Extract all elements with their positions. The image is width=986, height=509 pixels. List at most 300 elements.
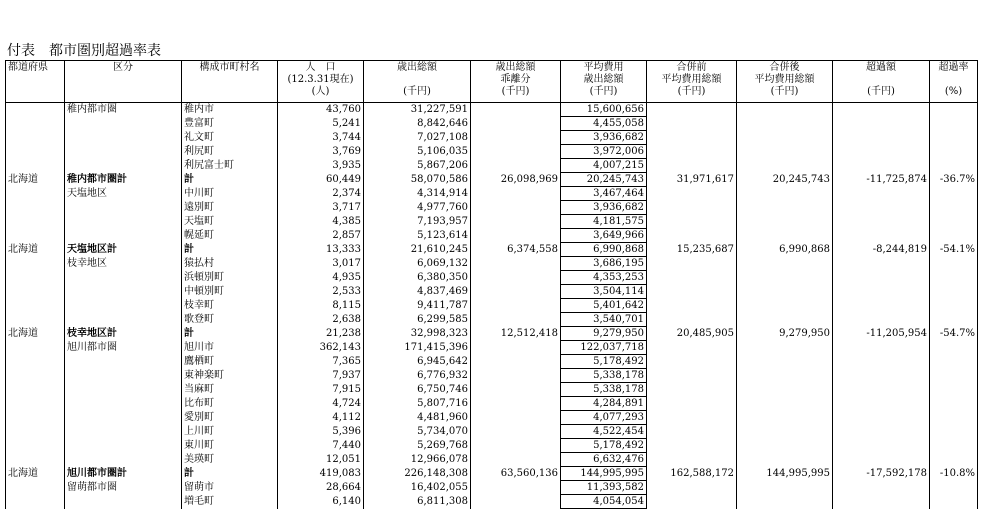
cell-pre-merger [647,341,737,355]
table-row [6,313,978,327]
cell-area: 旭川都市圏 [65,341,182,355]
cell-municipality: 中川町 [182,187,278,201]
cell-pre-merger [647,299,737,313]
cell-divergence [471,341,561,355]
cell-divergence [471,159,561,173]
cell-municipality: 歌登町 [182,313,278,327]
cell-excess-rate [930,103,978,117]
cell-population: 7,937 [278,369,364,383]
cell-prefecture [6,271,65,285]
cell-average-cost: 5,401,642 [561,299,647,313]
cell-post-merger [737,481,833,495]
cell-excess-amount [833,285,930,299]
table-total-row [6,327,978,341]
cell-area: 天塩地区 [65,187,182,201]
cell-post-merger [737,159,833,173]
header-post-merger-text: 合併後 平均費用総額 (千円) [754,62,815,97]
cell-excess-amount [833,117,930,131]
cell-area: 稚内都市圏計 [65,173,182,187]
cell-excess-amount [833,425,930,439]
header-excess-amount-text: 超過額 (千円) [866,62,896,97]
table-row [6,439,978,453]
cell-municipality: 猿払村 [182,257,278,271]
table-row [6,397,978,411]
cell-municipality: 計 [182,243,278,257]
cell-expenditure: 6,299,585 [364,313,471,327]
cell-population: 3,017 [278,257,364,271]
table-row [6,481,978,495]
cell-population: 3,744 [278,131,364,145]
cell-post-merger [737,229,833,243]
cell-population: 21,238 [278,327,364,341]
cell-prefecture [6,481,65,495]
cell-municipality: 礼文町 [182,131,278,145]
cell-average-cost: 4,181,575 [561,215,647,229]
cell-municipality: 幌延町 [182,229,278,243]
cell-prefecture [6,187,65,201]
cell-expenditure: 5,867,206 [364,159,471,173]
cell-prefecture [6,103,65,117]
cell-excess-amount: -11,725,874 [833,173,930,187]
cell-municipality: 上川町 [182,425,278,439]
cell-average-cost: 9,279,950 [561,327,647,341]
cell-pre-merger [647,383,737,397]
cell-divergence [471,355,561,369]
cell-divergence [471,397,561,411]
cell-excess-amount [833,439,930,453]
cell-municipality: 計 [182,327,278,341]
cell-pre-merger [647,131,737,145]
cell-expenditure: 8,842,646 [364,117,471,131]
cell-average-cost: 5,178,492 [561,439,647,453]
cell-expenditure: 6,945,642 [364,355,471,369]
cell-prefecture [6,453,65,467]
cell-expenditure: 16,402,055 [364,481,471,495]
cell-municipality: 東川町 [182,439,278,453]
table-row [6,131,978,145]
cell-prefecture [6,131,65,145]
cell-excess-amount [833,103,930,117]
cell-area [65,439,182,453]
cell-area [65,355,182,369]
cell-municipality: 天塩町 [182,215,278,229]
cell-excess-rate [930,383,978,397]
cell-post-merger: 20,245,743 [737,173,833,187]
cell-excess-amount [833,453,930,467]
cell-excess-amount [833,341,930,355]
cell-population: 4,112 [278,411,364,425]
table-row [6,215,978,229]
cell-post-merger [737,411,833,425]
cell-post-merger [737,453,833,467]
cell-average-cost: 4,007,215 [561,159,647,173]
cell-average-cost: 3,686,195 [561,257,647,271]
cell-average-cost: 4,054,054 [561,495,647,509]
cell-area [65,397,182,411]
cell-expenditure: 4,314,914 [364,187,471,201]
cell-population: 43,760 [278,103,364,117]
cell-post-merger [737,369,833,383]
cell-divergence [471,103,561,117]
cell-expenditure: 5,269,768 [364,439,471,453]
header-population [278,61,364,103]
cell-area: 枝幸地区 [65,257,182,271]
cell-divergence [471,229,561,243]
cell-population: 60,449 [278,173,364,187]
cell-divergence [471,257,561,271]
cell-excess-rate [930,397,978,411]
cell-prefecture [6,201,65,215]
table-row [6,187,978,201]
cell-excess-rate [930,117,978,131]
cell-average-cost: 3,467,464 [561,187,647,201]
cell-population: 3,935 [278,159,364,173]
page-title: 付表 都市圏別超過率表 [7,43,161,59]
cell-excess-amount [833,215,930,229]
cell-divergence [471,383,561,397]
cell-expenditure: 4,977,760 [364,201,471,215]
cell-excess-rate [930,411,978,425]
cell-population: 3,769 [278,145,364,159]
cell-municipality: 利尻町 [182,145,278,159]
cell-municipality: 浜頓別町 [182,271,278,285]
cell-average-cost: 6,632,476 [561,453,647,467]
cell-population: 8,115 [278,299,364,313]
cell-prefecture: 北海道 [6,327,65,341]
cell-post-merger [737,145,833,159]
table-body [6,103,978,509]
cell-expenditure: 5,123,614 [364,229,471,243]
cell-excess-rate [930,159,978,173]
header-pre-merger-text: 合併前 平均費用総額 (千円) [661,62,722,97]
cell-area [65,159,182,173]
cell-pre-merger [647,313,737,327]
cell-divergence: 6,374,558 [471,243,561,257]
cell-municipality: 愛別町 [182,411,278,425]
cell-excess-rate [930,187,978,201]
cell-average-cost: 4,522,454 [561,425,647,439]
header-divergence-text: 歳出総額 乖離分 (千円) [495,62,536,97]
table-row [6,103,978,117]
cell-excess-rate [930,425,978,439]
cell-divergence [471,117,561,131]
cell-divergence [471,369,561,383]
cell-prefecture [6,495,65,509]
cell-expenditure: 4,481,960 [364,411,471,425]
cell-municipality: 計 [182,173,278,187]
cell-municipality: 稚内市 [182,103,278,117]
cell-area [65,299,182,313]
cell-excess-amount [833,187,930,201]
cell-average-cost: 4,284,891 [561,397,647,411]
table-row [6,117,978,131]
table-row [6,159,978,173]
cell-post-merger [737,257,833,271]
cell-expenditure: 4,837,469 [364,285,471,299]
cell-prefecture [6,229,65,243]
cell-pre-merger [647,481,737,495]
cell-area [65,495,182,509]
cell-expenditure: 6,811,308 [364,495,471,509]
cell-expenditure: 9,411,787 [364,299,471,313]
table-total-row [6,467,978,481]
table-row [6,383,978,397]
cell-area [65,229,182,243]
table-row [6,411,978,425]
cell-pre-merger [647,229,737,243]
cell-post-merger [737,271,833,285]
cell-municipality: 当麻町 [182,383,278,397]
cell-excess-amount [833,369,930,383]
cell-area [65,271,182,285]
cell-area [65,117,182,131]
cell-post-merger: 9,279,950 [737,327,833,341]
cell-average-cost: 3,649,966 [561,229,647,243]
table-row [6,369,978,383]
cell-municipality: 比布町 [182,397,278,411]
cell-divergence [471,439,561,453]
cell-population: 6,140 [278,495,364,509]
cell-pre-merger [647,425,737,439]
cell-expenditure: 32,998,323 [364,327,471,341]
cell-post-merger [737,495,833,509]
cell-average-cost: 5,338,178 [561,369,647,383]
cell-divergence [471,201,561,215]
cell-divergence [471,495,561,509]
cell-average-cost: 15,600,656 [561,103,647,117]
cell-municipality: 枝幸町 [182,299,278,313]
cell-excess-amount [833,313,930,327]
cell-excess-rate [930,481,978,495]
cell-expenditure: 171,415,396 [364,341,471,355]
cell-post-merger [737,383,833,397]
cell-area: 留萌都市圏 [65,481,182,495]
cell-expenditure: 6,750,746 [364,383,471,397]
cell-excess-rate [930,299,978,313]
cell-prefecture: 北海道 [6,173,65,187]
cell-post-merger [737,215,833,229]
cell-divergence [471,215,561,229]
table-header-row [6,61,978,103]
header-pre-merger [647,61,737,103]
cell-post-merger: 6,990,868 [737,243,833,257]
cell-pre-merger [647,495,737,509]
cell-post-merger [737,397,833,411]
header-prefecture: 都道府県 [6,61,65,103]
cell-prefecture [6,117,65,131]
table-row [6,495,978,509]
cell-municipality: 遠別町 [182,201,278,215]
cell-expenditure: 6,380,350 [364,271,471,285]
cell-divergence [471,481,561,495]
cell-expenditure: 31,227,591 [364,103,471,117]
cell-excess-amount [833,495,930,509]
cell-post-merger [737,103,833,117]
cell-population: 2,533 [278,285,364,299]
cell-prefecture [6,145,65,159]
cell-expenditure: 7,027,108 [364,131,471,145]
cell-area [65,201,182,215]
header-expenditure [364,61,471,103]
cell-divergence [471,313,561,327]
cell-pre-merger [647,355,737,369]
cell-pre-merger [647,215,737,229]
cell-expenditure: 7,193,957 [364,215,471,229]
cell-population: 13,333 [278,243,364,257]
cell-municipality: 美瑛町 [182,453,278,467]
cell-prefecture [6,383,65,397]
cell-excess-amount: -8,244,819 [833,243,930,257]
cell-average-cost: 3,540,701 [561,313,647,327]
cell-prefecture [6,257,65,271]
cell-pre-merger [647,271,737,285]
table-total-row [6,243,978,257]
cell-excess-amount [833,355,930,369]
cell-prefecture [6,355,65,369]
cell-prefecture [6,369,65,383]
cell-excess-amount [833,145,930,159]
cell-population: 362,143 [278,341,364,355]
cell-municipality: 増毛町 [182,495,278,509]
cell-excess-amount [833,481,930,495]
cell-prefecture [6,159,65,173]
cell-post-merger [737,201,833,215]
cell-excess-rate [930,439,978,453]
header-excess-amount [833,61,930,103]
cell-expenditure: 58,070,586 [364,173,471,187]
cell-municipality: 計 [182,467,278,481]
cell-excess-rate [930,229,978,243]
cell-excess-amount [833,257,930,271]
cell-average-cost: 20,245,743 [561,173,647,187]
cell-area [65,425,182,439]
cell-excess-amount: -17,592,178 [833,467,930,481]
table-row [6,355,978,369]
cell-divergence: 26,098,969 [471,173,561,187]
cell-divergence [471,145,561,159]
cell-excess-rate: -54.1% [930,243,978,257]
cell-pre-merger [647,285,737,299]
cell-population: 5,396 [278,425,364,439]
cell-population: 12,051 [278,453,364,467]
cell-population: 419,083 [278,467,364,481]
cell-area [65,453,182,467]
table-row [6,341,978,355]
cell-excess-rate: -36.7% [930,173,978,187]
cell-excess-rate [930,285,978,299]
cell-divergence [471,425,561,439]
cell-expenditure: 12,966,078 [364,453,471,467]
cell-excess-rate [930,495,978,509]
cell-post-merger [737,187,833,201]
cell-area [65,369,182,383]
cell-prefecture [6,215,65,229]
cell-pre-merger [647,103,737,117]
table-row [6,271,978,285]
cell-post-merger [737,439,833,453]
cell-excess-amount [833,411,930,425]
table-row [6,229,978,243]
cell-pre-merger [647,369,737,383]
cell-average-cost: 4,455,058 [561,117,647,131]
table-row [6,425,978,439]
cell-post-merger [737,425,833,439]
cell-prefecture [6,439,65,453]
cell-expenditure: 5,734,070 [364,425,471,439]
cell-municipality: 鷹栖町 [182,355,278,369]
cell-excess-rate [930,131,978,145]
cell-population: 7,440 [278,439,364,453]
cell-excess-rate [930,355,978,369]
cell-excess-rate: -54.7% [930,327,978,341]
header-post-merger [737,61,833,103]
cell-excess-rate [930,313,978,327]
cell-area [65,285,182,299]
table-row [6,299,978,313]
table-row [6,285,978,299]
cell-average-cost: 3,936,682 [561,131,647,145]
cell-municipality: 中頓別町 [182,285,278,299]
cell-post-merger [737,131,833,145]
cell-expenditure: 6,776,932 [364,369,471,383]
cell-pre-merger [647,201,737,215]
cell-divergence: 12,512,418 [471,327,561,341]
header-average-cost [561,61,647,103]
cell-divergence [471,271,561,285]
cell-excess-rate [930,257,978,271]
cell-excess-amount [833,299,930,313]
cell-prefecture [6,397,65,411]
cell-area [65,215,182,229]
cell-prefecture [6,425,65,439]
cell-municipality: 東神楽町 [182,369,278,383]
cell-population: 28,664 [278,481,364,495]
cell-area [65,145,182,159]
cell-average-cost: 6,990,868 [561,243,647,257]
cell-post-merger [737,341,833,355]
cell-area [65,383,182,397]
cell-excess-rate [930,145,978,159]
cell-population: 7,915 [278,383,364,397]
cell-area: 天塩地区計 [65,243,182,257]
cell-excess-amount [833,229,930,243]
cell-excess-amount [833,159,930,173]
header-area: 区分 [65,61,182,103]
cell-average-cost: 4,353,253 [561,271,647,285]
cell-pre-merger [647,187,737,201]
cell-population: 4,935 [278,271,364,285]
cell-excess-rate [930,215,978,229]
cell-pre-merger [647,145,737,159]
cell-pre-merger: 20,485,905 [647,327,737,341]
cell-excess-rate [930,341,978,355]
cell-divergence: 63,560,136 [471,467,561,481]
cell-average-cost: 5,178,492 [561,355,647,369]
cell-post-merger [737,355,833,369]
table-row [6,453,978,467]
excess-rate-table [5,60,978,509]
cell-prefecture: 北海道 [6,467,65,481]
cell-pre-merger [647,397,737,411]
cell-average-cost: 4,077,293 [561,411,647,425]
cell-municipality: 利尻富士町 [182,159,278,173]
cell-divergence [471,131,561,145]
cell-pre-merger [647,159,737,173]
cell-population: 7,365 [278,355,364,369]
table-row [6,145,978,159]
cell-prefecture [6,285,65,299]
cell-pre-merger [647,257,737,271]
